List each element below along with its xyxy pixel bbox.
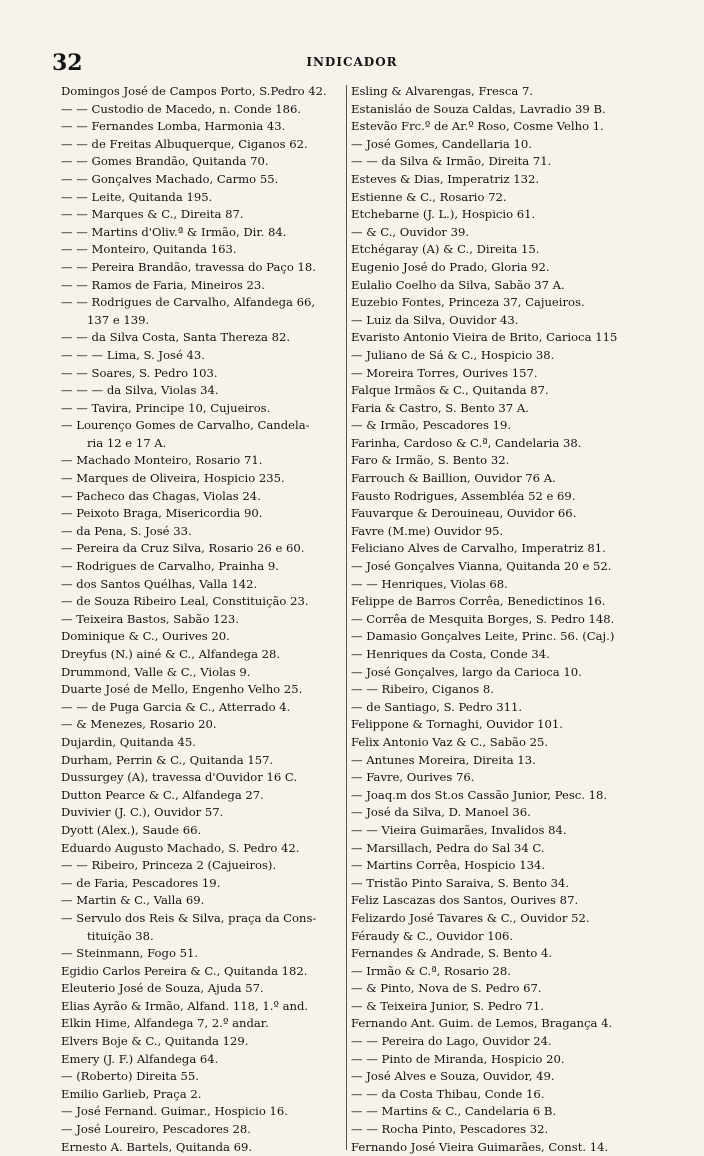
directory-entry: — — Pinto de Miranda, Hospicio 20.: [351, 1051, 565, 1066]
directory-entry: — — Fernandes Lomba, Harmonia 43.: [61, 119, 286, 134]
directory-entry: Domingos José de Campos Porto, S.Pedro 42.: [61, 84, 327, 98]
directory-entry: Etchebarne (J. L.), Hospicio 61.: [351, 207, 536, 222]
directory-entry: Fernando José Vieira Guimarães, Const. 14.: [351, 1139, 609, 1154]
directory-entry: Eulalio Coelho da Silva, Sabão 37 A.: [351, 277, 565, 292]
directory-entry: — Marques de Oliveira, Hospicio 235.: [61, 471, 285, 486]
directory-entry: Eleuterio José de Souza, Ajuda 57.: [61, 981, 264, 996]
directory-entry: — — Pereira do Lago, Ouvidor 24.: [351, 1034, 552, 1049]
directory-entry: — Machado Monteiro, Rosario 71.: [61, 453, 263, 468]
directory-entry: Dujardin, Quitanda 45.: [61, 734, 196, 749]
directory-entry: — José Loureiro, Pescadores 28.: [61, 1122, 251, 1137]
directory-entry: — — da Silva Costa, Santa Thereza 82.: [61, 330, 291, 345]
directory-entry: 137 e 139.: [87, 312, 150, 327]
directory-entry: Estevão Frc.º de Ar.º Roso, Cosme Velho 1.: [351, 119, 604, 134]
directory-entry: Falque Irmãos & C., Quitanda 87.: [351, 383, 549, 398]
directory-entry: — — Ribeiro, Princeza 2 (Cajueiros).: [61, 858, 277, 873]
directory-entry: — — Soares, S. Pedro 103.: [61, 365, 218, 380]
directory-entry: — — Custodio de Macedo, n. Conde 186.: [61, 101, 302, 116]
directory-entry: — Peixoto Braga, Misericordia 90.: [61, 506, 263, 521]
directory-entry: — Favre, Ourives 76.: [351, 770, 475, 785]
directory-entry: — de Faria, Pescadores 19.: [61, 875, 221, 890]
directory-entry: Estanisláo de Souza Caldas, Lavradio 39 B.: [351, 101, 606, 116]
directory-entry: — Luiz da Silva, Ouvidor 43.: [351, 312, 519, 327]
directory-entry: — Irmão & C.ª, Rosario 28.: [351, 963, 511, 978]
directory-entry: — & Pinto, Nova de S. Pedro 67.: [351, 981, 542, 996]
directory-entry: — & Teixeira Junior, S. Pedro 71.: [351, 998, 544, 1013]
directory-entry: — & C., Ouvidor 39.: [351, 224, 470, 239]
directory-entry: — — — Lima, S. José 43.: [61, 347, 205, 362]
page-number: 32: [52, 50, 83, 76]
directory-entry: Faria & Castro, S. Bento 37 A.: [351, 400, 529, 415]
directory-entry: Elvers Boje & C., Quitanda 129.: [61, 1034, 249, 1049]
directory-entry: Fausto Rodrigues, Assembléa 52 e 69.: [351, 488, 576, 503]
directory-entry: — José Gomes, Candellaria 10.: [351, 136, 532, 151]
directory-entry: — — Vieira Guimarães, Invalidos 84.: [351, 822, 567, 837]
directory-entry: Dreyfus (N.) ainé & C., Alfandega 28.: [61, 647, 281, 661]
directory-entry: Esteves & Dias, Imperatriz 132.: [351, 171, 540, 186]
directory-entry: Elias Ayrão & Irmão, Alfand. 118, 1.º and.: [61, 998, 309, 1013]
directory-entry: — José Fernand. Guimar., Hospicio 16.: [61, 1104, 288, 1119]
directory-entry: — Marsillach, Pedra do Sal 34 C.: [351, 840, 545, 855]
directory-entry: — Martin & C., Valla 69.: [61, 893, 205, 908]
directory-entry: Dussurgey (A), travessa d'Ouvidor 16 C.: [61, 770, 298, 785]
directory-entry: — — Pereira Brandão, travessa do Paço 18.: [61, 259, 316, 274]
directory-entry: Fernando Ant. Guim. de Lemos, Bragança 4.: [351, 1016, 613, 1031]
directory-entry: — da Pena, S. José 33.: [61, 523, 192, 538]
directory-entry: Evaristo Antonio Vieira de Brito, Carioca 115: [351, 330, 618, 345]
directory-entry: Etchégaray (A) & C., Direita 15.: [351, 242, 540, 257]
directory-entry: Feliciano Alves de Carvalho, Imperatriz 81.: [351, 541, 606, 556]
directory-entry: — — Martins & C., Candelaria 6 B.: [351, 1104, 557, 1119]
directory-entry: — — de Freitas Albuquerque, Ciganos 62.: [61, 136, 308, 151]
directory-entry: — — Tavira, Principe 10, Cujueiros.: [61, 400, 271, 415]
directory-entry: Durham, Perrin & C., Quitanda 157.: [61, 752, 274, 767]
directory-entry: Farrouch & Baillion, Ouvidor 76 A.: [351, 471, 556, 486]
directory-entry: — — da Silva & Irmão, Direita 71.: [351, 154, 552, 169]
directory-entry: — — Leite, Quitanda 195.: [61, 189, 213, 204]
directory-entry: — — Martins d'Oliv.ª & Irmão, Dir. 84.: [61, 224, 287, 239]
directory-entry: — dos Santos Quélhas, Valla 142.: [61, 576, 258, 591]
directory-entry: Drummond, Valle & C., Violas 9.: [61, 664, 251, 679]
directory-entry: Felix Antonio Vaz & C., Sabão 25.: [351, 734, 549, 749]
directory-entry: — Pereira da Cruz Silva, Rosario 26 e 60.: [61, 541, 305, 556]
directory-entry: — — Ramos de Faria, Mineiros 23.: [61, 277, 265, 292]
directory-entry: Feliz Lascazas dos Santos, Ourives 87.: [351, 893, 579, 908]
directory-entry: — Joaq.m dos St.os Cassão Junior, Pesc. 18.: [351, 787, 608, 802]
directory-entry: Fernandes & Andrade, S. Bento 4.: [351, 946, 553, 961]
directory-entry: Estienne & C., Rosario 72.: [351, 189, 507, 204]
directory-entry: — Pacheco das Chagas, Violas 24.: [61, 488, 261, 503]
directory-entry: — Moreira Torres, Ourives 157.: [351, 365, 538, 380]
directory-entry: — Servulo dos Reis & Silva, praça da Cons-: [61, 910, 317, 925]
directory-entry: Eduardo Augusto Machado, S. Pedro 42.: [61, 840, 300, 855]
directory-entry: Felippone & Tornaghi, Ouvidor 101.: [351, 717, 563, 732]
directory-columns: [61, 83, 683, 1153]
left-column: [61, 83, 346, 1156]
directory-entry: Eugenio José do Prado, Gloria 92.: [351, 259, 550, 274]
directory-entry: Ernesto A. Bartels, Quitanda 69.: [61, 1139, 253, 1154]
directory-entry: — Teixeira Bastos, Sabão 123.: [61, 611, 239, 626]
directory-entry: tituição 38.: [87, 928, 154, 943]
right-column: [348, 83, 683, 1156]
directory-entry: — de Santiago, S. Pedro 311.: [351, 699, 523, 714]
directory-entry: — de Souza Ribeiro Leal, Constituição 23.: [61, 594, 309, 609]
directory-entry: — — de Puga Garcia & C., Atterrado 4.: [61, 699, 291, 714]
directory-entry: — Steinmann, Fogo 51.: [61, 946, 199, 961]
directory-entry: — — Gomes Brandão, Quitanda 70.: [61, 154, 269, 169]
directory-entry: Esling & Alvarengas, Fresca 7.: [351, 84, 534, 98]
directory-entry: Egidio Carlos Pereira & C., Quitanda 182.: [61, 963, 308, 978]
directory-entry: — — Monteiro, Quitanda 163.: [61, 242, 237, 257]
directory-entry: Elkin Hime, Alfandega 7, 2.º andar.: [61, 1016, 269, 1031]
directory-entry: — — Henriques, Violas 68.: [351, 576, 508, 591]
directory-entry: — Lourenço Gomes de Carvalho, Candela-: [61, 418, 310, 433]
page-header: [0, 50, 704, 76]
directory-entry: Féraudy & C., Ouvidor 106.: [351, 928, 514, 943]
directory-entry: Emilio Garlieb, Praça 2.: [61, 1086, 202, 1101]
directory-entry: — (Roberto) Direita 55.: [61, 1069, 199, 1084]
directory-entry: — — da Costa Thibau, Conde 16.: [351, 1086, 545, 1101]
directory-entry: Farinha, Cardoso & C.ª, Candelaria 38.: [351, 435, 582, 450]
directory-entry: — — Ribeiro, Ciganos 8.: [351, 682, 494, 697]
directory-entry: Fauvarque & Derouineau, Ouvidor 66.: [351, 506, 577, 521]
directory-entry: — Antunes Moreira, Direita 13.: [351, 752, 536, 767]
directory-entry: ria 12 e 17 A.: [87, 435, 167, 450]
directory-entry: Dutton Pearce & C., Alfandega 27.: [61, 787, 264, 802]
directory-entry: Duarte José de Mello, Engenho Velho 25.: [61, 682, 303, 697]
directory-entry: Dominique & C., Ourives 20.: [61, 629, 230, 644]
directory-entry: — Henriques da Costa, Conde 34.: [351, 647, 550, 661]
directory-entry: — — Marques & C., Direita 87.: [61, 207, 244, 222]
directory-entry: Emery (J. F.) Alfandega 64.: [61, 1051, 219, 1066]
directory-entry: Euzebio Fontes, Princeza 37, Cajueiros.: [351, 295, 585, 310]
directory-entry: — & Menezes, Rosario 20.: [61, 717, 217, 732]
directory-entry: — José Gonçalves, largo da Carioca 10.: [351, 664, 582, 679]
directory-entry: — Corrêa de Mesquita Borges, S. Pedro 148.: [351, 611, 615, 626]
directory-entry: — — Rocha Pinto, Pescadores 32.: [351, 1122, 549, 1137]
directory-entry: Felippe de Barros Corrêa, Benedictinos 16.: [351, 594, 606, 609]
running-title: INDICADOR: [306, 55, 398, 69]
directory-entry: — — Rodrigues de Carvalho, Alfandega 66,: [61, 295, 316, 310]
directory-entry: — — — da Silva, Violas 34.: [61, 383, 219, 398]
column-divider: [346, 85, 347, 1150]
directory-entry: — Juliano de Sá & C., Hospicio 38.: [351, 347, 555, 362]
directory-entry: Faro & Irmão, S. Bento 32.: [351, 453, 510, 468]
directory-entry: Duvivier (J. C.), Ouvidor 57.: [61, 805, 224, 820]
directory-entry: — José Alves e Souza, Ouvidor, 49.: [351, 1069, 555, 1084]
directory-entry: — Damasio Gonçalves Leite, Princ. 56. (Caj.): [351, 629, 615, 644]
directory-entry: — — Gonçalves Machado, Carmo 55.: [61, 171, 279, 186]
directory-entry: Favre (M.me) Ouvidor 95.: [351, 523, 504, 538]
directory-entry: — Tristão Pinto Saraiva, S. Bento 34.: [351, 875, 570, 890]
directory-entry: Dyott (Alex.), Saude 66.: [61, 822, 202, 837]
directory-entry: — & Irmão, Pescadores 19.: [351, 418, 512, 433]
directory-entry: — Martins Corrêa, Hospicio 134.: [351, 858, 546, 873]
directory-entry: — José da Silva, D. Manoel 36.: [351, 805, 531, 820]
directory-entry: — Rodrigues de Carvalho, Prainha 9.: [61, 559, 279, 574]
directory-entry: Felizardo José Tavares & C., Ouvidor 52.: [351, 910, 590, 925]
directory-entry: — José Gonçalves Vianna, Quitanda 20 e 52.: [351, 559, 612, 574]
